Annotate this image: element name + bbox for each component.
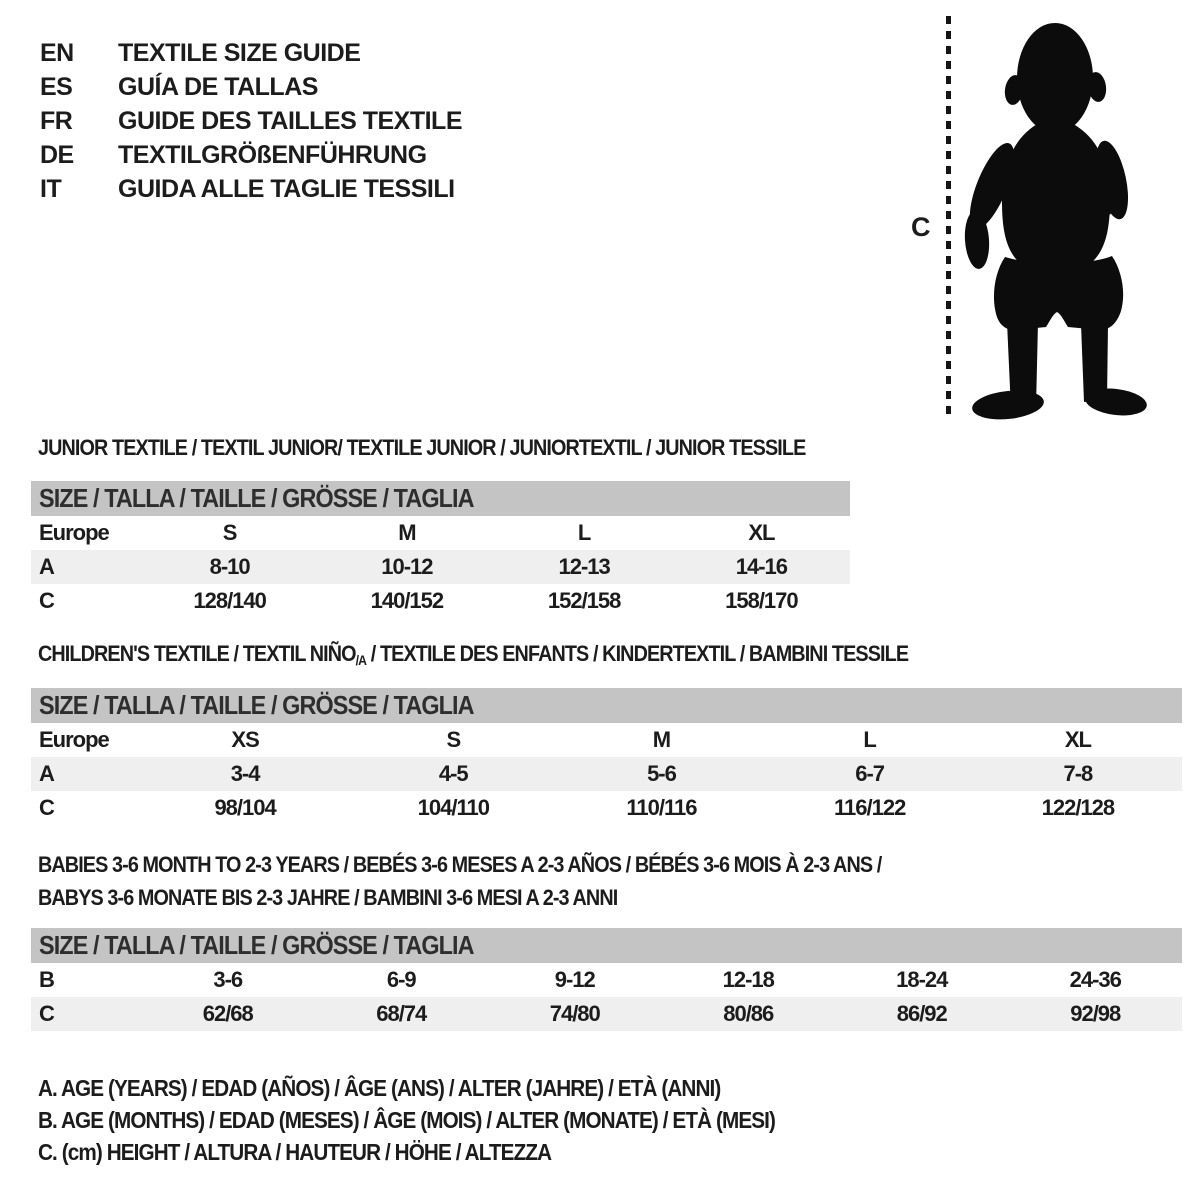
cell: 12-13 xyxy=(496,550,673,584)
row-label: C xyxy=(39,588,54,613)
cell: 3-4 xyxy=(141,757,349,791)
row-label: A xyxy=(31,757,141,791)
children-heading-sub: /A xyxy=(355,652,367,668)
cell: 6-7 xyxy=(766,757,974,791)
row-label: Europe xyxy=(39,727,109,752)
cell: M xyxy=(398,520,416,545)
cell: XS xyxy=(231,727,259,752)
table-row-height xyxy=(31,997,1182,1031)
cell: 14-16 xyxy=(673,550,850,584)
size-header-cell xyxy=(31,688,1182,723)
lang-title: GUIDA ALLE TAGLIE TESSILI xyxy=(118,175,455,203)
cell: 158/170 xyxy=(725,588,798,613)
cell: 8-10 xyxy=(141,550,318,584)
size-header-cell xyxy=(31,481,850,516)
lang-title: GUÍA DE TALLAS xyxy=(118,73,318,101)
cell: 152/158 xyxy=(547,588,621,613)
lang-code: FR xyxy=(40,107,73,135)
cell: 24-36 xyxy=(1069,967,1121,992)
table-row-height xyxy=(31,791,1182,825)
cell: L xyxy=(863,727,876,752)
legend-line-b xyxy=(38,1104,857,1136)
row-label: C xyxy=(39,795,54,820)
table-row-europe xyxy=(31,516,850,550)
junior-section-heading xyxy=(38,435,891,460)
cell: 116/122 xyxy=(834,795,906,820)
cell: 7-8 xyxy=(974,757,1182,791)
babies-heading-line2: BABYS 3-6 MONATE BIS 2-3 JAHRE / BAMBINI 3-6 MESI A 2-3 ANNI xyxy=(38,885,618,910)
cell: 18-24 xyxy=(896,967,948,992)
row-label: B xyxy=(39,967,54,992)
table-header-bar xyxy=(31,928,1182,963)
cell: 92/98 xyxy=(1009,997,1183,1031)
junior-heading-text: JUNIOR TEXTILE / TEXTIL JUNIOR/ TEXTILE JUNIOR / JUNIORTEXTIL / JUNIOR TESSILE xyxy=(38,435,806,460)
cell: S xyxy=(446,727,461,752)
cell: 80/86 xyxy=(662,997,836,1031)
cell: 9-12 xyxy=(554,967,595,992)
lang-code: EN xyxy=(40,39,74,67)
cell: L xyxy=(577,520,591,545)
size-header-text: SIZE / TALLA / TAILLE / GRÖSSE / TAGLIA xyxy=(39,690,474,720)
legend-line-c-text: C. (cm) HEIGHT / ALTURA / HAUTEUR / HÖHE / ALTEZZA xyxy=(38,1139,552,1165)
cell: 74/80 xyxy=(488,997,662,1031)
babies-size-table xyxy=(31,928,1182,1031)
lang-row-it xyxy=(40,172,462,206)
table-row-age xyxy=(31,757,1182,791)
table-row-months xyxy=(31,963,1182,997)
legend-block xyxy=(38,1072,857,1168)
legend-line-c xyxy=(38,1136,857,1168)
cell: S xyxy=(222,520,237,545)
lang-code: DE xyxy=(40,141,74,169)
children-heading-text xyxy=(38,641,908,673)
lang-row-fr xyxy=(40,104,462,138)
lang-title: GUIDE DES TAILLES TEXTILE xyxy=(118,107,463,135)
cell: 12-18 xyxy=(722,967,774,992)
legend-line-a xyxy=(38,1072,857,1104)
cell: XL xyxy=(748,520,775,545)
lang-title: TEXTILE SIZE GUIDE xyxy=(118,39,361,67)
children-size-table xyxy=(31,688,1182,825)
cell: 10-12 xyxy=(318,550,495,584)
cell: 5-6 xyxy=(557,757,765,791)
legend-line-a-text: A. AGE (YEARS) / EDAD (AÑOS) / ÂGE (ANS) / ALTER (JAHRE) / ETÀ (ANNI) xyxy=(38,1075,721,1101)
language-title-block xyxy=(40,36,462,206)
cell: 128/140 xyxy=(193,588,266,613)
cell: 6-9 xyxy=(386,967,416,992)
children-heading-post: / TEXTILE DES ENFANTS / KINDERTEXTIL / BAMBINI TESSILE xyxy=(366,641,909,666)
lang-row-de xyxy=(40,138,462,172)
lang-title: TEXTILGRÖßENFÜHRUNG xyxy=(118,141,427,169)
cell: XL xyxy=(1064,727,1091,752)
table-header-bar xyxy=(31,688,1182,723)
cell: 4-5 xyxy=(349,757,557,791)
cell: 62/68 xyxy=(141,997,315,1031)
height-measure-dashed-line xyxy=(946,16,951,416)
babies-heading-line1: BABIES 3-6 MONTH TO 2-3 YEARS / BEBÉS 3-6 MESES A 2-3 AÑOS / BÉBÉS 3-6 MOIS À 2-3 ANS / xyxy=(38,852,882,877)
row-label: A xyxy=(31,550,141,584)
row-label: C xyxy=(31,997,141,1031)
junior-size-table xyxy=(31,481,850,618)
children-heading-pre: CHILDREN'S TEXTILE / TEXTIL NIÑO xyxy=(38,641,356,666)
height-measure-label: C xyxy=(911,212,931,242)
cell: 3-6 xyxy=(213,967,243,992)
size-header-cell xyxy=(31,928,1182,963)
lang-row-en xyxy=(40,36,462,70)
size-header-text: SIZE / TALLA / TAILLE / GRÖSSE / TAGLIA xyxy=(39,930,474,960)
lang-row-es xyxy=(40,70,462,104)
table-row-europe xyxy=(31,723,1182,757)
baby-silhouette-icon xyxy=(960,14,1150,420)
legend-line-b-text: B. AGE (MONTHS) / EDAD (MESES) / ÂGE (MOIS) / ALTER (MONATE) / ETÀ (MESI) xyxy=(38,1107,775,1133)
cell: 68/74 xyxy=(315,997,489,1031)
cell: M xyxy=(652,727,671,752)
table-header-bar xyxy=(31,481,850,516)
lang-code: IT xyxy=(40,175,62,203)
children-section-heading xyxy=(38,641,1005,673)
cell: 86/92 xyxy=(835,997,1009,1031)
table-row-height xyxy=(31,584,850,618)
cell: 104/110 xyxy=(417,795,489,820)
lang-code: ES xyxy=(40,73,73,101)
table-row-age xyxy=(31,550,850,584)
size-header-text: SIZE / TALLA / TAILLE / GRÖSSE / TAGLIA xyxy=(39,483,474,513)
babies-section-heading xyxy=(38,848,975,914)
cell: 140/152 xyxy=(370,588,444,613)
cell: 98/104 xyxy=(214,795,276,820)
cell: 110/116 xyxy=(626,795,697,820)
cell: 122/128 xyxy=(1041,795,1115,820)
row-label: Europe xyxy=(39,520,109,545)
